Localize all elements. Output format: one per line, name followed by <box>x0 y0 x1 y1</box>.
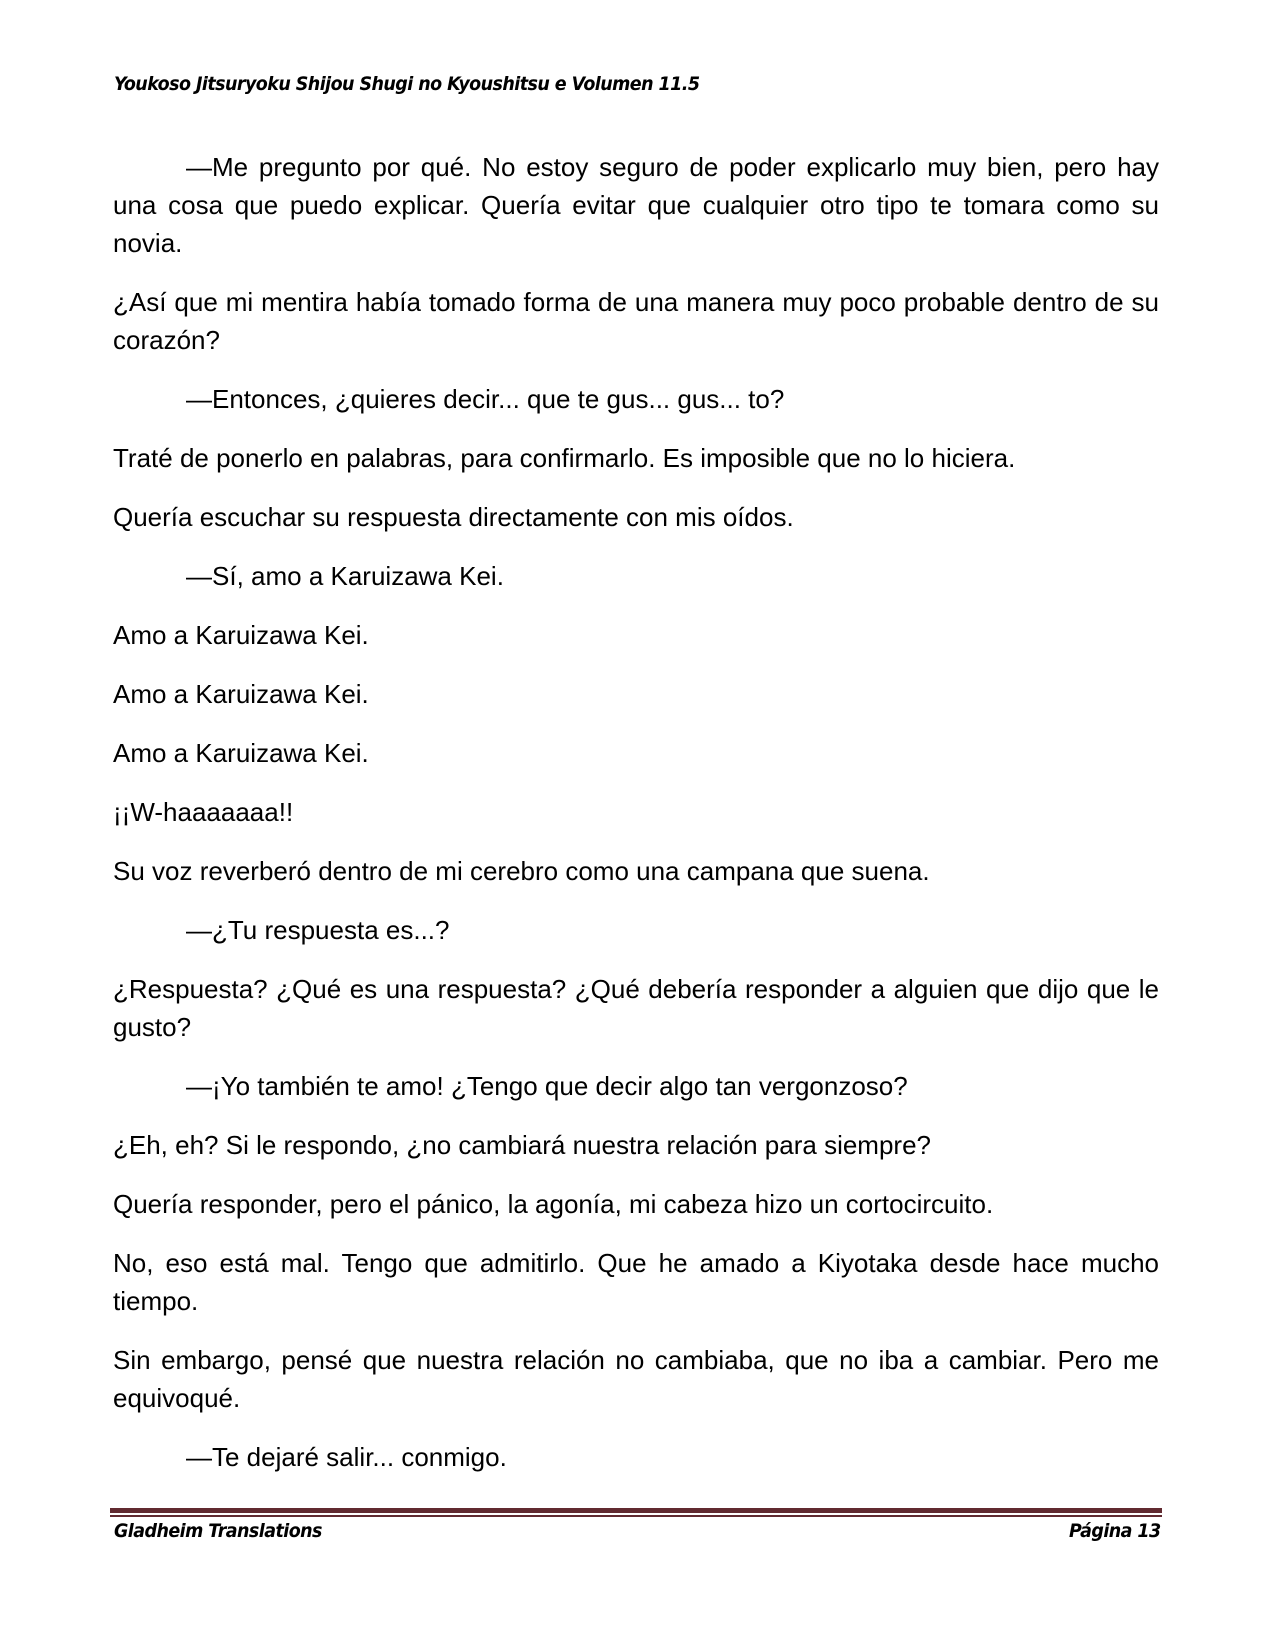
footer-rule <box>110 1508 1162 1513</box>
paragraph: —Sí, amo a Karuizawa Kei. <box>186 561 504 591</box>
paragraph: Amo a Karuizawa Kei. <box>113 738 369 768</box>
paragraph: —¡Yo también te amo! ¿Tengo que decir algo tan vergonzoso? <box>186 1071 908 1101</box>
paragraph: ¿Eh, eh? Si le respondo, ¿no cambiará nuestra relación para siempre? <box>113 1130 931 1160</box>
paragraph: No, eso está mal. Tengo que admitirlo. Que he amado a Kiyotaka desde hace mucho tiempo. <box>113 1248 1159 1316</box>
paragraph: Sin embargo, pensé que nuestra relación no cambiaba, que no iba a cambiar. Pero me equivoqué. <box>113 1345 1159 1413</box>
paragraph: Traté de ponerlo en palabras, para confirmarlo. Es imposible que no lo hiciera. <box>113 443 1016 473</box>
paragraph: ¿Respuesta? ¿Qué es una respuesta? ¿Qué debería responder a alguien que dijo que le gusto? <box>113 974 1159 1042</box>
paragraph: Quería responder, pero el pánico, la agonía, mi cabeza hizo un cortocircuito. <box>113 1189 994 1219</box>
running-header-title: Youkoso Jitsuryoku Shijou Shugi no Kyoushitsu e Volumen 11.5 <box>114 73 700 95</box>
paragraph: —Te dejaré salir... conmigo. <box>186 1442 507 1472</box>
paragraph: Amo a Karuizawa Kei. <box>113 679 369 709</box>
paragraph: Su voz reverberó dentro de mi cerebro como una campana que suena. <box>113 856 930 886</box>
paragraph: Quería escuchar su respuesta directamente con mis oídos. <box>113 502 794 532</box>
paragraph: —Me pregunto por qué. No estoy seguro de poder explicarlo muy bien, pero hay una cosa que puedo explicar. Quería evitar que cualquier otro tipo te tomara como su novia. <box>113 152 1159 258</box>
paragraph: ¿Así que mi mentira había tomado forma de una manera muy poco probable dentro de su corazón? <box>113 287 1159 355</box>
paragraph: —Entonces, ¿quieres decir... que te gus... gus... to? <box>186 384 785 414</box>
paragraph: ¡¡W-haaaaaaa!! <box>113 797 294 827</box>
footer-rule-thin <box>110 1515 1162 1517</box>
footer-publisher: Gladheim Translations <box>114 1520 322 1542</box>
body-text <box>113 148 1159 1497</box>
footer-page-number: Página 13 <box>1069 1520 1161 1542</box>
paragraph: Amo a Karuizawa Kei. <box>113 620 369 650</box>
paragraph: —¿Tu respuesta es...? <box>186 915 450 945</box>
